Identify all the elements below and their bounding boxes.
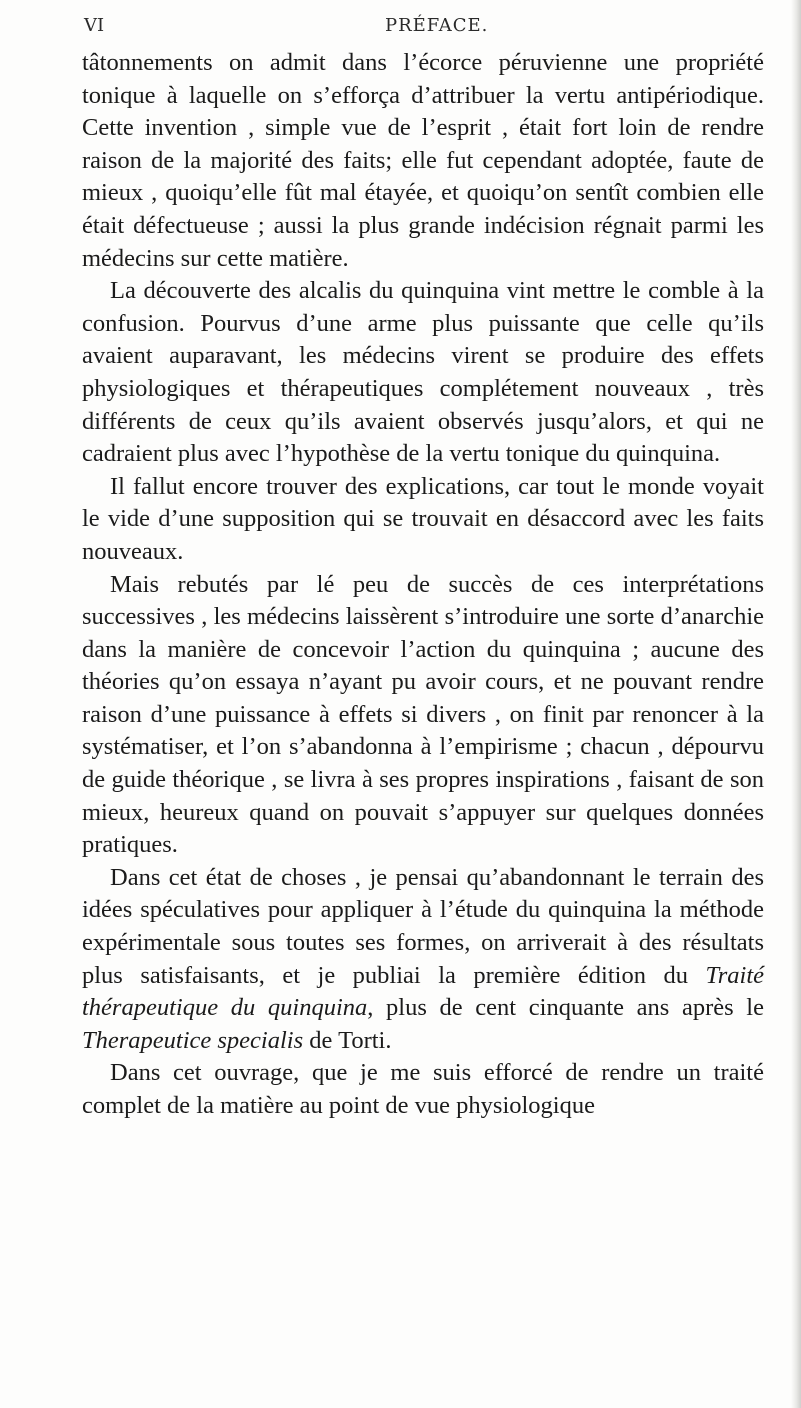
running-title: PRÉFACE. [385,15,489,36]
paragraph: Mais rebutés par lé peu de succès de ces interprétations successives , les médecins laissèrent s’introduire une sorte d’anarchie dans la manière de concevoir l’action du quinquina ; aucune des théories qu’on essaya n’ayant pu avoir cours, et ne pouvant rendre raison d’une puissance à effets si divers , on finit par renoncer à la systématiser, et l’on s’abandonna à l’empirisme ; chacun , dépourvu de guide théorique , se livra à ses propres inspirations , faisant de son mieux, heureux quand on pouvait s’appuyer sur quelques données pratiques. [82,570,764,859]
paragraph-text: Dans cet état de choses , je pensai qu’abandonnant le terrain des idées spéculatives pour appliquer à l’étude du quinquina la méthode expérimentale sous toutes ses formes, on arriverait à des résultats plus satisfaisants, et je publiai la première édition du [82,863,764,989]
paragraph: Il fallut encore trouver des explications, car tout le monde voyait le vide d’une supposition qui se trouvait en désaccord avec les faits nouveaux. [82,472,764,565]
paragraph-text: , plus de cent cinquante ans après le [367,994,764,1022]
paragraph-text: de Torti. [303,1026,392,1054]
page-edge [791,0,801,1408]
paragraph: Dans cet ouvrage, que je me suis efforcé de rendre un traité complet de la matière au point de vue physiologique [82,1059,764,1119]
paragraph [82,862,764,1058]
book-title-therapeutice: Therapeutice specialis [82,1026,304,1054]
body-text [82,47,764,1123]
running-head [84,15,764,45]
book-title-traite: Traité thérapeutique du quinquina [82,961,764,1022]
paragraph: La découverte des alcalis du quinquina vint mettre le comble à la confusion. Pourvus d’une arme plus puissante que celle qu’ils avaient auparavant, les médecins virent se produire des effets physiologiques et thérapeutiques complétement nouveaux , très différents de ceux qu’ils avaient observés jusqu’alors, et qui ne cadraient plus avec l’hypothèse de la vertu tonique du quinquina. [82,277,764,468]
page-number: VI [84,15,105,36]
paragraph-continued: tâtonnements on admit dans l’écorce péruvienne une propriété tonique à laquelle on s’efforça d’attribuer la vertu antipériodique. Cette invention , simple vue de l’esprit , était fort loin de rendre raison de la majorité des faits; elle fut cependant adoptée, faute de mieux , quoiqu’elle fût mal étayée, et quoiqu’on sentît combien elle était défectueuse ; aussi la plus grande indécision régnait parmi les médecins sur cette matière. [82,49,764,272]
